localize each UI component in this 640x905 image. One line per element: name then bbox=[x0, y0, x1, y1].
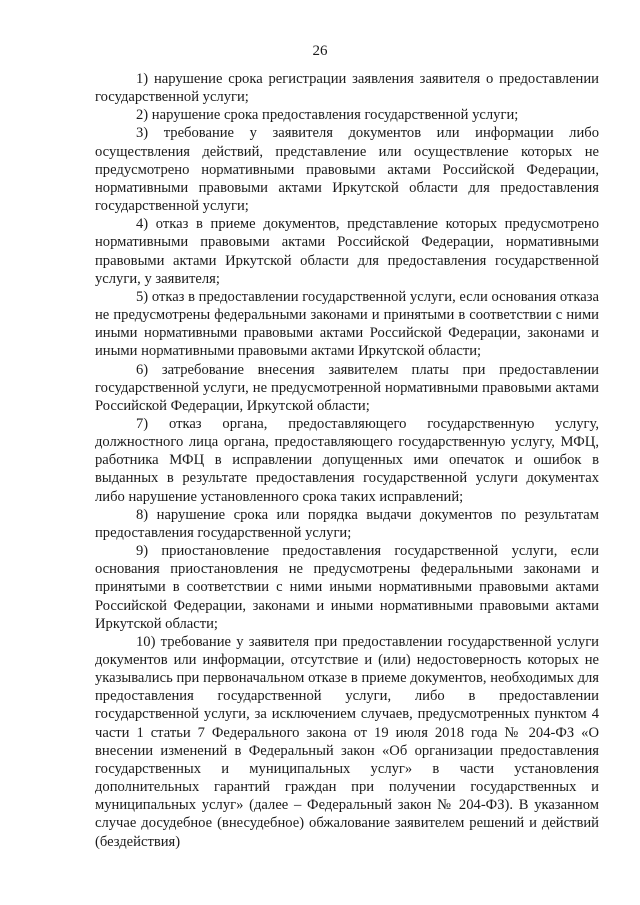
list-item-8: 8) нарушение срока или порядка выдачи документов по результатам предоставления государственной услуги; bbox=[95, 506, 599, 541]
document-body bbox=[95, 70, 599, 851]
list-item-3: 3) требование у заявителя документов или информации либо осуществления действий, представление или осуществление которых не предусмотрено нормативными правовыми актами Российской Федерации, нормативными правовыми актами Иркутской области для предоставления государственной услуги; bbox=[95, 125, 599, 215]
list-item-2: 2) нарушение срока предоставления государственной услуги; bbox=[136, 107, 519, 124]
list-item-4: 4) отказ в приеме документов, представление которых предусмотрено нормативными правовыми актами Российской Федерации, нормативными правовыми актами Иркутской области для предоставления государственной услуги, у заявителя; bbox=[95, 216, 599, 287]
list-item-1: 1) нарушение срока регистрации заявления заявителя о предоставлении государственной услуги; bbox=[95, 71, 599, 106]
list-item-5: 5) отказ в предоставлении государственной услуги, если основания отказа не предусмотрены федеральными законами и принятыми в соответствии с ними иными нормативными правовыми актами Российской Федерации, законами и иными нормативными правовыми актами Иркутской области; bbox=[95, 288, 599, 360]
list-item-7: 7) отказ органа, предоставляющего государственную услугу, должностного лица органа, предоставляющего государственную услугу, МФЦ, работника МФЦ в исправлении допущенных ими опечаток и ошибок в выданных в результате предоставления государственной услуги документах либо нарушение установленного срока таких исправлений; bbox=[95, 415, 599, 505]
list-item-9: 9) приостановление предоставления государственной услуги, если основания приостановления не предусмотрены федеральными законами и принятыми в соответствии с ними иными нормативными правовыми актами Российской Федерации, законами и иными нормативными правовыми актами Иркутской области; bbox=[95, 543, 599, 632]
list-item-6: 6) затребование внесения заявителем платы при предоставлении государственной услуги, не предусмотренной нормативными правовыми актами Российской Федерации, Иркутской области; bbox=[95, 361, 599, 414]
page-number: 26 bbox=[312, 43, 328, 59]
list-item-10: 10) требование у заявителя при предоставлении государственной услуги документов или информации, отсутствие и (или) недостоверность которых не указывались при первоначальном отказе в приеме документов, необходимых для предоставления государственной услуги, либо в предоставлении государственной услуги, за исключением случаев, предусмотренных пунктом 4 части 1 статьи 7 Федерального закона от 19 июля 2018 года № 204-ФЗ «О внесении изменений в Федеральный закон «Об организации предоставления государственных и муниципальных услуг» в части установления дополнительных гарантий граждан при получении государственных и муниципальных услуг» (далее – Федеральный закон № 204-ФЗ). В указанном случае досудебное (внесудебное) обжалование заявителем решений и действий (бездействия) bbox=[95, 633, 599, 850]
